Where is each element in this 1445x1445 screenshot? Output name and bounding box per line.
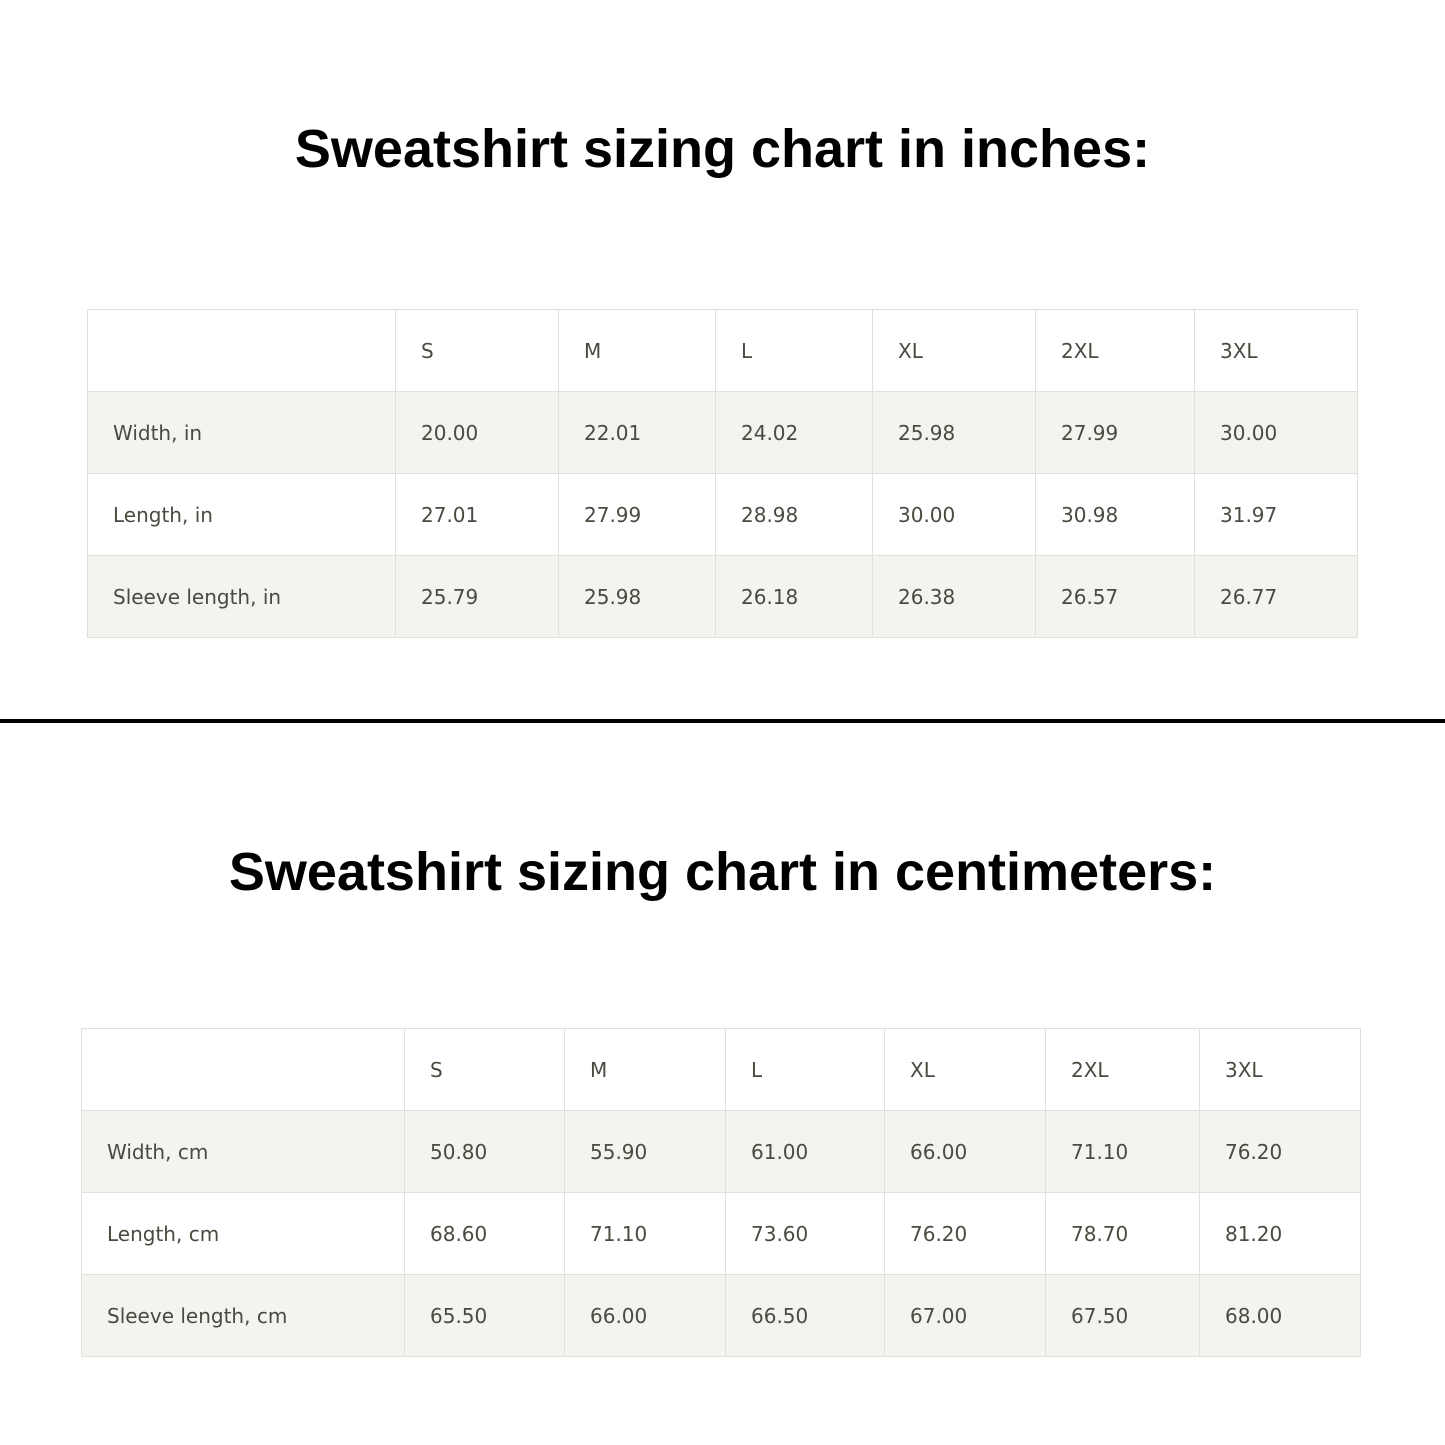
size-header-s: S — [405, 1029, 565, 1111]
table-cell: 25.79 — [396, 556, 559, 638]
table-row — [82, 1193, 1361, 1275]
table-cell: 30.98 — [1036, 474, 1195, 556]
table-cell: 28.98 — [716, 474, 873, 556]
inches-size-table — [87, 309, 1358, 638]
header-corner-cell — [82, 1029, 405, 1111]
size-header-2xl: 2XL — [1036, 310, 1195, 392]
row-label: Sleeve length, cm — [82, 1275, 405, 1357]
table-cell: 25.98 — [559, 556, 716, 638]
table-cell: 22.01 — [559, 392, 716, 474]
size-header-l: L — [726, 1029, 885, 1111]
table-row — [88, 474, 1358, 556]
table-cell: 71.10 — [1046, 1111, 1200, 1193]
table-cell: 55.90 — [565, 1111, 726, 1193]
row-label: Width, cm — [82, 1111, 405, 1193]
table-cell: 26.18 — [716, 556, 873, 638]
table-cell: 65.50 — [405, 1275, 565, 1357]
table-cell: 25.98 — [873, 392, 1036, 474]
table-cell: 66.50 — [726, 1275, 885, 1357]
table-cell: 31.97 — [1195, 474, 1358, 556]
table-cell: 76.20 — [885, 1193, 1046, 1275]
size-header-s: S — [396, 310, 559, 392]
table-cell: 76.20 — [1200, 1111, 1361, 1193]
table-cell: 67.00 — [885, 1275, 1046, 1357]
table-cell: 68.60 — [405, 1193, 565, 1275]
row-label: Length, in — [88, 474, 396, 556]
table-cell: 73.60 — [726, 1193, 885, 1275]
table-cell: 71.10 — [565, 1193, 726, 1275]
table-cell: 66.00 — [885, 1111, 1046, 1193]
centimeters-size-table — [81, 1028, 1361, 1357]
table-cell: 27.01 — [396, 474, 559, 556]
table-header-row — [82, 1029, 1361, 1111]
row-label: Width, in — [88, 392, 396, 474]
size-header-2xl: 2XL — [1046, 1029, 1200, 1111]
table-cell: 61.00 — [726, 1111, 885, 1193]
header-corner-cell — [88, 310, 396, 392]
table-header-row — [88, 310, 1358, 392]
table-row — [88, 392, 1358, 474]
table-row — [82, 1275, 1361, 1357]
table-cell: 27.99 — [1036, 392, 1195, 474]
table-row — [88, 556, 1358, 638]
size-header-xl: XL — [885, 1029, 1046, 1111]
table-cell: 26.38 — [873, 556, 1036, 638]
table-cell: 50.80 — [405, 1111, 565, 1193]
table-cell: 78.70 — [1046, 1193, 1200, 1275]
table-row — [82, 1111, 1361, 1193]
table-cell: 26.77 — [1195, 556, 1358, 638]
size-header-xl: XL — [873, 310, 1036, 392]
row-label: Sleeve length, in — [88, 556, 396, 638]
table-cell: 68.00 — [1200, 1275, 1361, 1357]
table-cell: 81.20 — [1200, 1193, 1361, 1275]
table-cell: 66.00 — [565, 1275, 726, 1357]
table-cell: 20.00 — [396, 392, 559, 474]
table-cell: 30.00 — [1195, 392, 1358, 474]
centimeters-chart-title: Sweatshirt sizing chart in centimeters: — [228, 842, 1217, 902]
row-label: Length, cm — [82, 1193, 405, 1275]
table-cell: 26.57 — [1036, 556, 1195, 638]
table-cell: 27.99 — [559, 474, 716, 556]
size-header-m: M — [565, 1029, 726, 1111]
size-header-3xl: 3XL — [1195, 310, 1358, 392]
size-header-m: M — [559, 310, 716, 392]
table-cell: 67.50 — [1046, 1275, 1200, 1357]
table-cell: 30.00 — [873, 474, 1036, 556]
size-header-3xl: 3XL — [1200, 1029, 1361, 1111]
section-divider — [0, 719, 1445, 723]
size-header-l: L — [716, 310, 873, 392]
table-cell: 24.02 — [716, 392, 873, 474]
inches-chart-title: Sweatshirt sizing chart in inches: — [294, 119, 1151, 179]
